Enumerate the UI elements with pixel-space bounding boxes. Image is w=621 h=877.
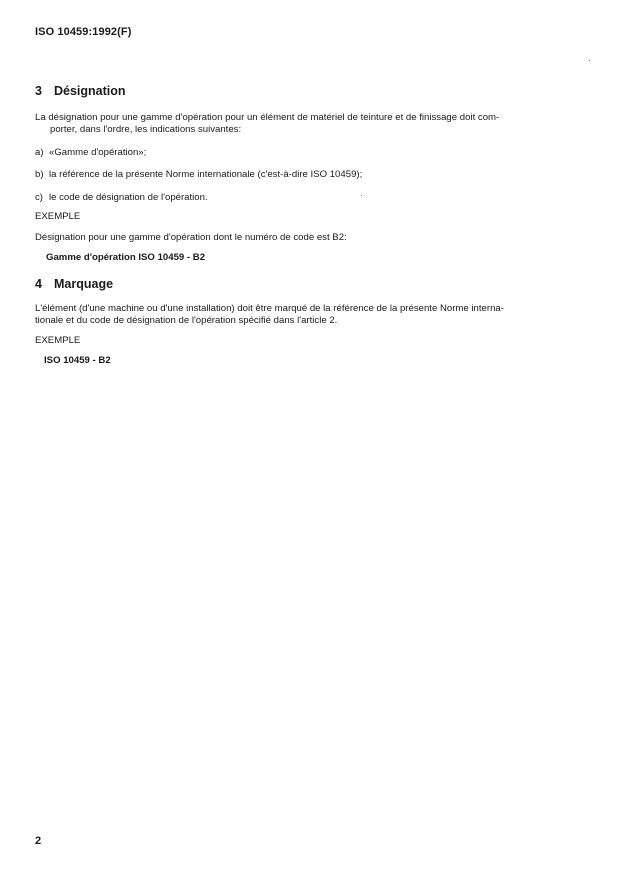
scan-speck <box>361 195 362 196</box>
section-4-text-line-1: L'élément (d'une machine ou d'une installation) doit être marqué de la référence de la présente Norme interna- <box>35 303 504 314</box>
section-4-title: Marquage <box>54 277 114 291</box>
list-text: la référence de la présente Norme internationale (c'est-à-dire ISO 10459); <box>49 169 363 180</box>
section-4-number: 4 <box>35 277 42 291</box>
section-3-intro-line-1: La désignation pour une gamme d'opération pour un élément de matériel de teinture et de finissage doit com- <box>35 112 500 123</box>
list-item-b <box>35 169 362 181</box>
section-3-example-value: Gamme d'opération ISO 10459 - B2 <box>46 252 206 263</box>
section-3-heading <box>35 84 126 98</box>
list-marker: a) <box>35 147 44 158</box>
section-3-number: 3 <box>35 84 42 98</box>
section-3-title: Désignation <box>54 84 126 98</box>
list-item-c <box>35 192 208 204</box>
section-3-example-text: Désignation pour une gamme d'opération dont le numéro de code est B2: <box>35 232 347 243</box>
list-marker: b) <box>35 169 44 180</box>
list-text: «Gamme d'opération»; <box>49 147 147 158</box>
list-marker: c) <box>35 192 43 203</box>
standard-header: ISO 10459:1992(F) <box>35 26 132 38</box>
section-4-text-line-2: tionale et du code de désignation de l'opération spécifié dans l'article 2. <box>35 315 338 326</box>
section-3-example-label: EXEMPLE <box>35 211 81 222</box>
section-4-example-value: ISO 10459 - B2 <box>44 355 111 366</box>
scan-speck <box>589 60 590 61</box>
section-4-heading <box>35 277 113 291</box>
section-3-intro-line-2: porter, dans l'ordre, les indications suivantes: <box>50 124 242 135</box>
list-text: le code de désignation de l'opération. <box>49 192 208 203</box>
list-item-a <box>35 147 146 159</box>
page-number: 2 <box>35 835 42 847</box>
section-4-example-label: EXEMPLE <box>35 335 81 346</box>
